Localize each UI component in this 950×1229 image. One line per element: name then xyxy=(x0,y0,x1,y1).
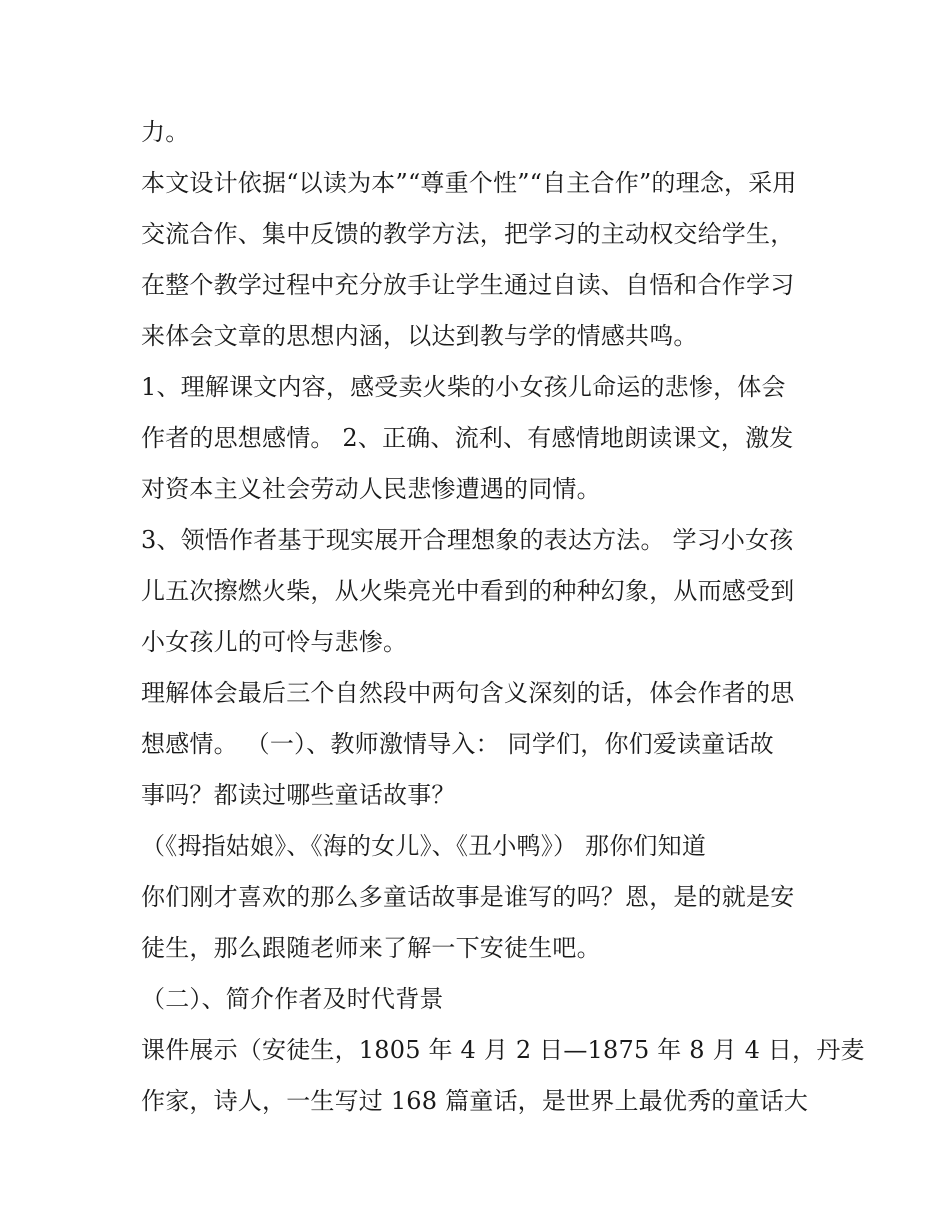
text-line: 交流合作、集中反馈的教学方法，把学习的主动权交给学生， xyxy=(141,220,795,248)
text-line: 你们刚才喜欢的那么多童话故事是谁写的吗？恩，是的就是安 xyxy=(141,883,795,911)
text-line: 事吗？都读过哪些童话故事？ xyxy=(141,781,456,809)
text-line: 小女孩儿的可怜与悲惨。 xyxy=(141,628,408,656)
text-line: 来体会文章的思想内涵，以达到教与学的情感共鸣。 xyxy=(141,322,698,350)
text-line: （二）、简介作者及时代背景 xyxy=(141,985,444,1013)
text-line: 作家，诗人，一生写过 168 篇童话，是世界上最优秀的童话大 xyxy=(141,1087,809,1115)
text-line: 理解体会最后三个自然段中两句含义深刻的话，体会作者的思 xyxy=(141,679,795,707)
text-line: 想感情。 （一）、教师激情导入： 同学们，你们爱读童话故 xyxy=(141,730,774,758)
text-line: 本文设计依据“以读为本”“尊重个性”“自主合作”的理念，采用 xyxy=(141,169,797,197)
text-line: 在整个教学过程中充分放手让学生通过自读、自悟和合作学习 xyxy=(141,271,795,299)
text-line: 1、理解课文内容，感受卖火柴的小女孩儿命运的悲惨，体会 xyxy=(141,373,786,401)
text-line: 儿五次擦燃火柴，从火柴亮光中看到的种种幻象，从而感受到 xyxy=(141,577,795,605)
text-line: 力。 xyxy=(141,118,190,146)
text-line: （《拇指姑娘》、《海的女儿》、《丑小鸭》） 那你们知道 xyxy=(141,832,707,860)
text-line: 3、领悟作者基于现实展开合理想象的表达方法。 学习小女孩 xyxy=(141,526,794,554)
text-line: 对资本主义社会劳动人民悲惨遭遇的同情。 xyxy=(141,475,601,503)
text-line: 课件展示（安徒生，1805 年 4 月 2 日—1875 年 8 月 4 日，丹麦 xyxy=(141,1036,865,1064)
text-line: 徒生，那么跟随老师来了解一下安徒生吧。 xyxy=(141,934,601,962)
document-body xyxy=(141,107,865,1127)
text-line: 作者的思想感情。 2、正确、流利、有感情地朗读课文，激发 xyxy=(141,424,794,452)
